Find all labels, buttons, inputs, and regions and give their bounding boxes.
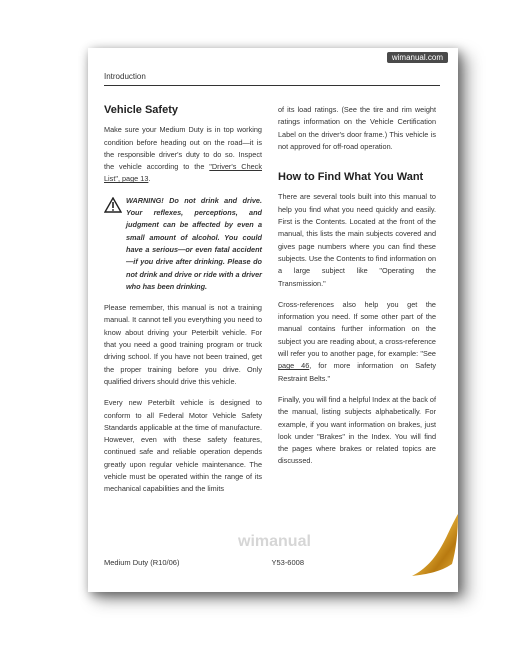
footer-edition: Medium Duty (R10/06)	[104, 558, 180, 567]
manual-page	[88, 48, 458, 592]
page-46-link[interactable]: page 46	[278, 361, 310, 371]
warning-triangle-icon	[104, 197, 126, 293]
load-ratings-paragraph: of its load ratings. (See the tire and rim weight ratings information on the Vehicle Certification Label on the driver's door frame.) This vehicle is not approved for off-road operation.	[278, 105, 436, 151]
cross-ref-text-end: , for more information on Safety Restraint Belts."	[278, 361, 436, 383]
page-header: Introduction	[104, 72, 440, 86]
left-column	[104, 104, 262, 505]
how-to-find-title: How to Find What You Want	[278, 171, 424, 184]
standards-paragraph: Every new Peterbilt vehicle is designed to conform to all Federal Motor Vehicle Safety Standards applicable at the time of manufacture. However, even with these safety features, continued safe and reliable operation depends greatly upon regular vehicle maintenance. The vehicle must be operated within the range of its mechanical capabilities and the limits	[104, 398, 262, 494]
footer-doc-number: Y53-6008	[271, 558, 304, 567]
vehicle-safety-title: Vehicle Safety	[104, 104, 178, 116]
cross-ref-text: Cross-references also help you get the information you need. If some other part of the manual contains further information on the subject you are reading about, a cross-reference will refer you to another page, for example: "See	[278, 299, 436, 359]
cross-reference-paragraph	[278, 299, 436, 385]
warning-block	[104, 195, 262, 293]
right-column	[278, 104, 436, 477]
page-footer	[104, 558, 304, 567]
site-watermark: wimanual.com	[387, 52, 448, 63]
intro-text-end: .	[148, 174, 151, 184]
contents-paragraph: There are several tools built into this manual to help you find what you need quickly and easily. First is the Contents. Located at the front of the manual, this lists the main subjects covered and gives page numbers where you can find these subjects. Use the Contents to find information on a large subject like "Operating the Transmission."	[278, 192, 436, 288]
drivers-checklist-link[interactable]: "Driver's Check List", page 13	[104, 162, 262, 184]
intro-paragraph	[104, 124, 262, 185]
page-curl-icon	[398, 514, 458, 592]
center-watermark: wimanual	[238, 533, 311, 550]
intro-text: Make sure your Medium Duty is in top working condition before heading out on the road—it is the responsible driver's duty to do so. Inspect the vehicle according to the	[104, 125, 262, 172]
training-paragraph: Please remember, this manual is not a training manual. It cannot tell you everything you need to know about driving your Peterbilt vehicle. For that you need a good training program or truck driving school. If you have not been trained, get the proper training before you drive. Only qualified drivers should drive this vehicle.	[104, 303, 262, 386]
warning-text: WARNING! Do not drink and drive. Your reflexes, perceptions, and judgment can be affected by even a small amount of alcohol. You could have a serious—or even fatal accident—if you drive after drinking. Please do not drink and drive or ride with a driver who has been drinking.	[126, 195, 262, 291]
index-paragraph: Finally, you will find a helpful Index at the back of the manual, listing subjects alphabetically. For example, if you want information on brakes, just look under "Brakes" in the Index. You will find the pages where brakes or related topics are discussed.	[278, 394, 436, 466]
